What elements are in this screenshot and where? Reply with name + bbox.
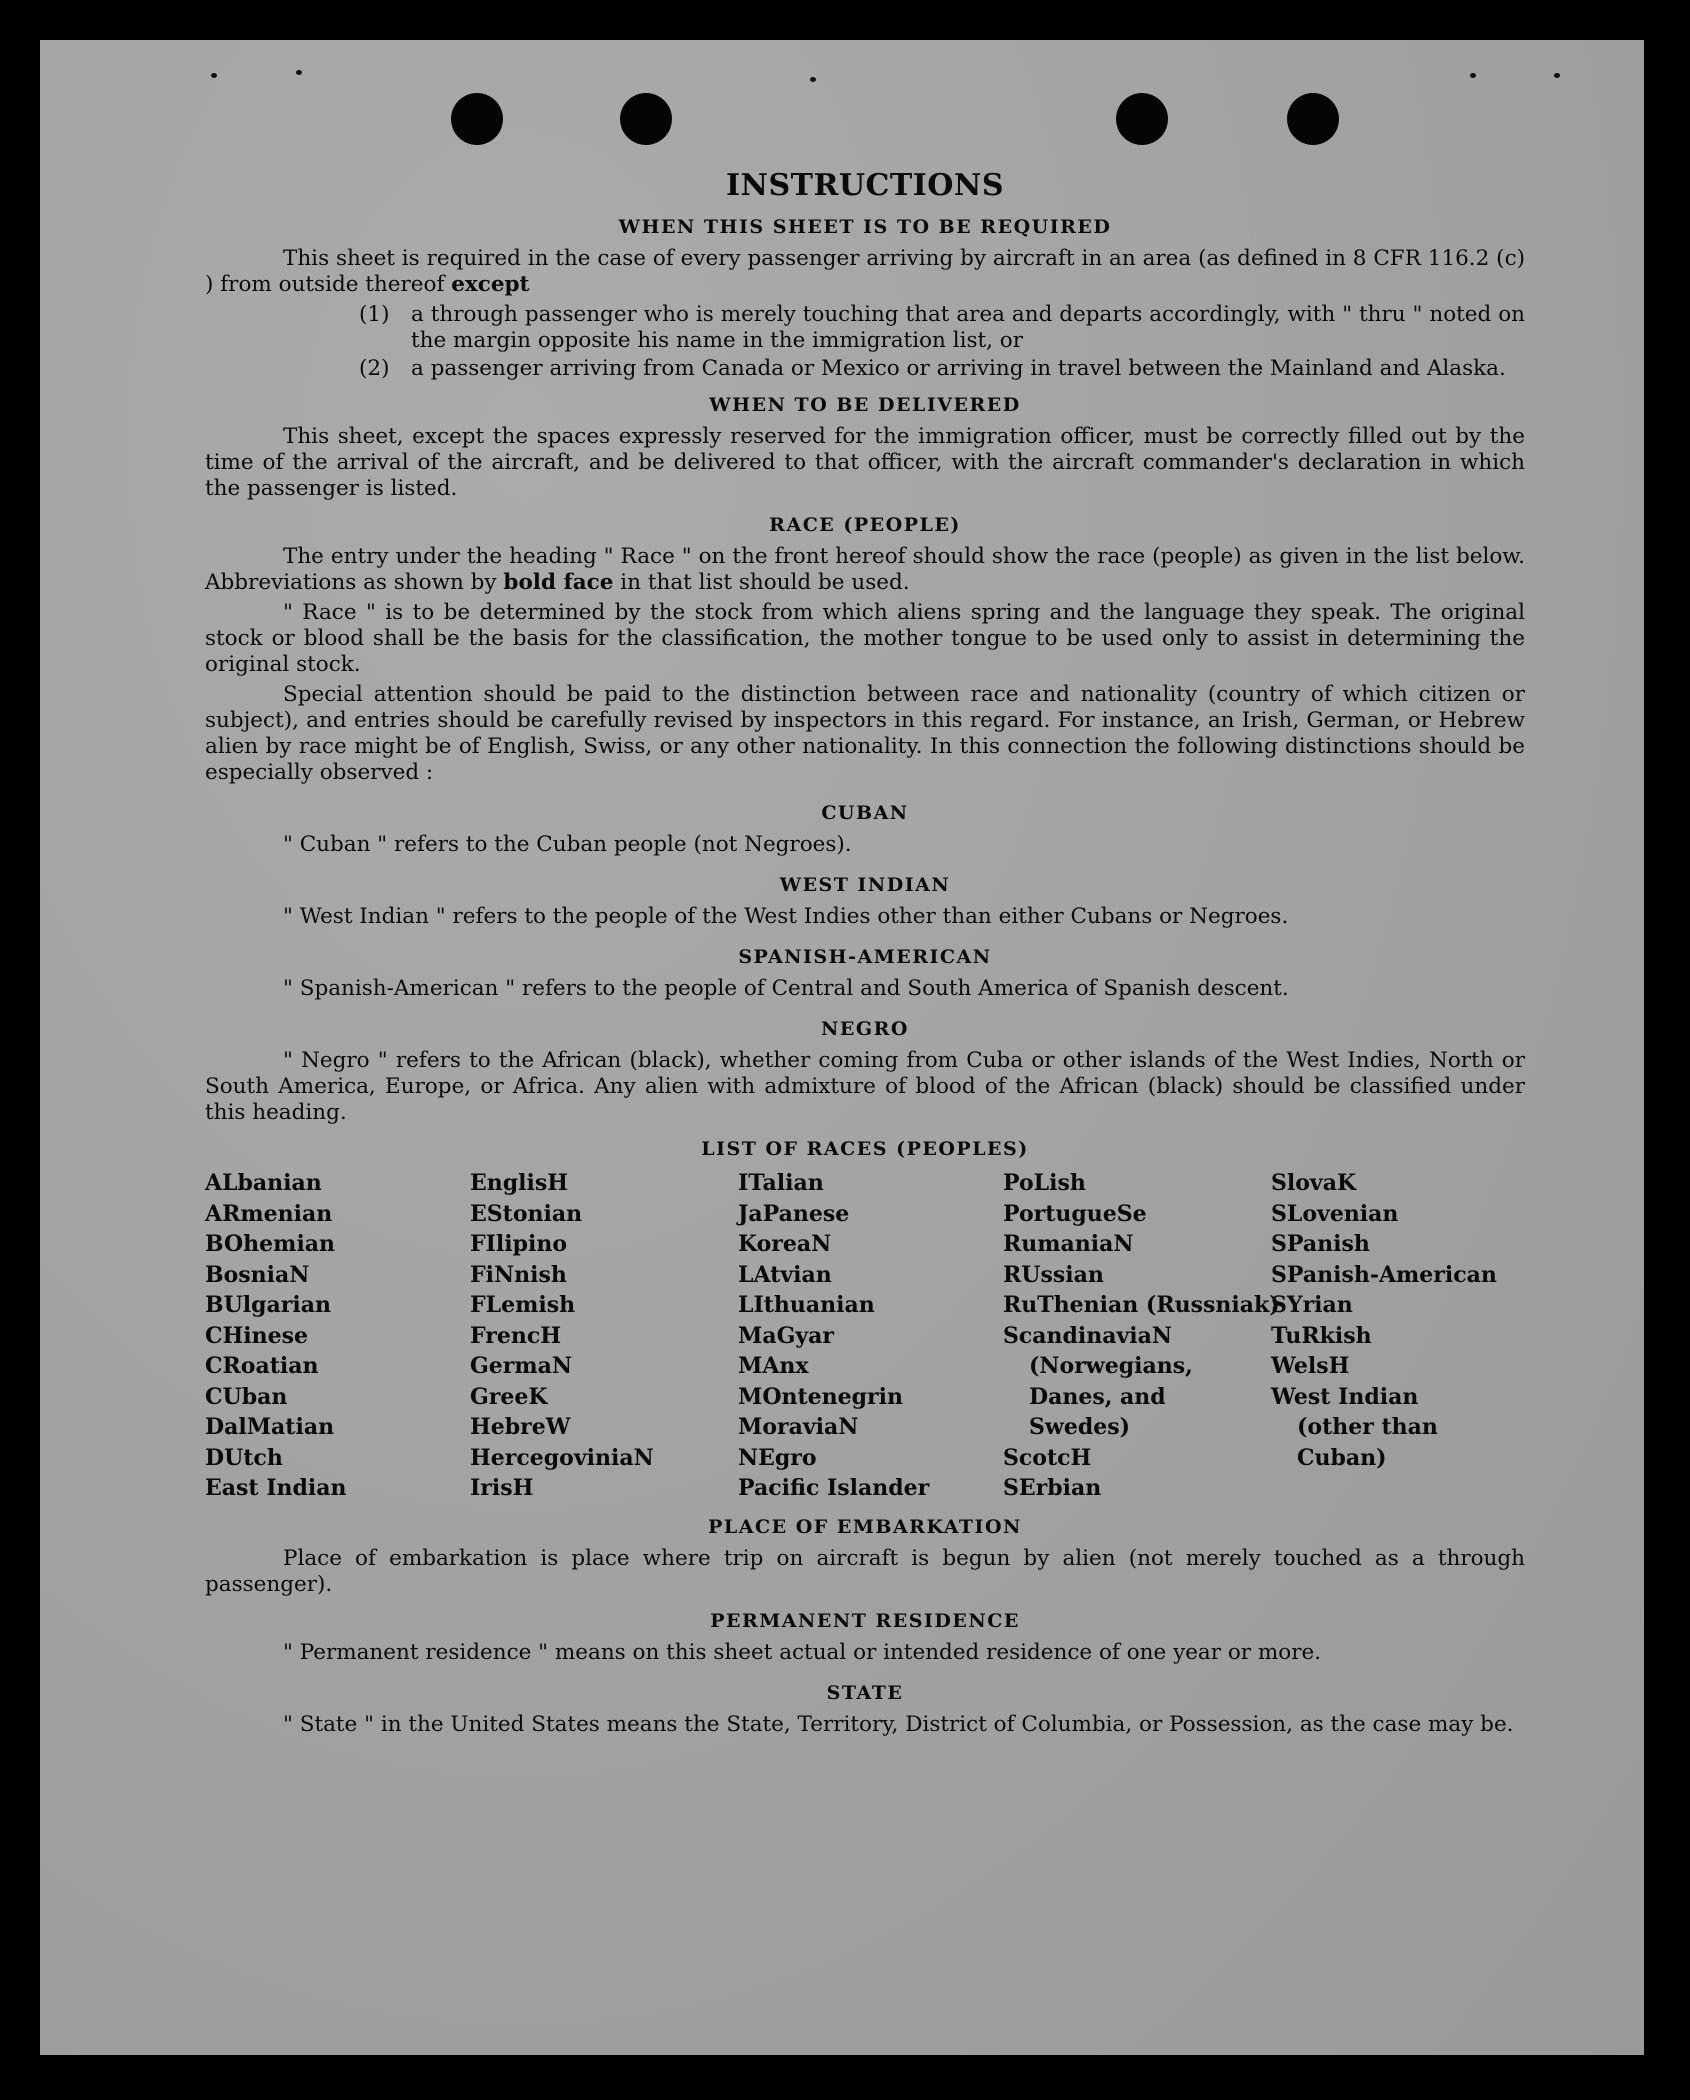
section-heading: CUBAN: [821, 802, 909, 824]
race-item: BosniaN: [205, 1261, 310, 1288]
race-item: EStonian: [470, 1200, 583, 1227]
speck: [211, 73, 217, 78]
speck: [1470, 73, 1476, 78]
race-item: ITalian: [738, 1170, 824, 1196]
race-item: MOntenegrin: [738, 1383, 903, 1410]
section-heading: PLACE OF EMBARKATION: [708, 1515, 1022, 1538]
section-heading: WEST INDIAN: [779, 874, 951, 896]
race-item: MaGyar: [738, 1322, 835, 1349]
race-item: IrisH: [470, 1475, 534, 1501]
race-item: FrencH: [470, 1322, 561, 1349]
section-heading: WHEN TO BE DELIVERED: [709, 394, 1021, 416]
race-item: RUssian: [1003, 1261, 1104, 1288]
race-item: SErbian: [1003, 1475, 1102, 1501]
race-item: HercegoviniaN: [470, 1444, 654, 1471]
races-column: [470, 1168, 738, 1504]
race-item: TuRkish: [1271, 1322, 1372, 1349]
race-item: BOhemian: [205, 1231, 336, 1257]
speck: [1554, 73, 1560, 78]
paragraph: " West Indian " refers to the people of the West Indies other than either Cubans or Negroes.: [283, 904, 1289, 929]
paragraph: This sheet, except the spaces expressly reserved for the immigration officer, must be correctly filled out by the time of the arrival of the aircraft, and be delivered to that officer, with the aircraft commander's declaration in which the passenger is listed.: [205, 424, 1525, 501]
race-item: West Indian (other than Cuban): [1271, 1383, 1438, 1471]
section-heading: PERMANENT RESIDENCE: [710, 1609, 1020, 1632]
race-item: GermaN: [470, 1353, 573, 1379]
race-item: PortugueSe: [1003, 1200, 1147, 1227]
punch-hole: [451, 93, 503, 145]
race-item: EnglisH: [470, 1170, 569, 1196]
race-item: FiNnish: [470, 1261, 567, 1288]
race-item: BUlgarian: [205, 1292, 331, 1318]
section-heading: SPANISH-AMERICAN: [738, 946, 992, 968]
race-item: FLemish: [470, 1292, 576, 1318]
race-item: MoraviaN: [738, 1414, 859, 1440]
race-item: SlovaK: [1271, 1170, 1357, 1196]
paragraph: " Permanent residence " means on this sheet actual or intended residence of one year or more.: [283, 1639, 1322, 1665]
section-heading: RACE (PEOPLE): [769, 514, 961, 536]
paragraph: " State " in the United States means the State, Territory, District of Columbia, or Possession, as the case may be.: [283, 1711, 1514, 1737]
paragraph: " Race " is to be determined by the stock from which aliens spring and the language they speak. The original stock or blood shall be the basis for the classification, the mother tongue to be used only to assist in determining the original stock.: [205, 600, 1525, 677]
race-item: KoreaN: [738, 1231, 832, 1257]
race-item: NEgro: [738, 1444, 817, 1471]
punch-hole: [620, 93, 672, 145]
race-item: RumaniaN: [1003, 1231, 1134, 1257]
race-item: SPanish-American: [1271, 1261, 1497, 1288]
instructions-content: [205, 168, 1525, 1742]
race-item: LAtvian: [738, 1261, 832, 1288]
race-item: DalMatian: [205, 1414, 335, 1440]
races-column: [1271, 1168, 1497, 1504]
race-item: DUtch: [205, 1444, 283, 1471]
speck: [296, 70, 302, 75]
race-item: ALbanian: [205, 1170, 322, 1196]
punch-hole: [1287, 93, 1339, 145]
paragraph: Place of embarkation is place where trip on aircraft is begun by alien (not merely touched as a through passenger).: [205, 1545, 1525, 1597]
race-item: PoLish: [1003, 1170, 1086, 1196]
list-item: (1) a through passenger who is merely touching that area and departs accordingly, with " thru " noted on the margin opposite his name in the immigration list, or: [359, 302, 1525, 353]
paragraph: This sheet is required in the case of every passenger arriving by aircraft in an area (as defined in 8 CFR 116.2 (c) ) from outside thereof except: [205, 246, 1525, 297]
race-item: SPanish: [1271, 1231, 1370, 1257]
punch-hole: [1116, 93, 1168, 145]
races-column: [738, 1168, 1003, 1504]
paragraph: " Cuban " refers to the Cuban people (not Negroes).: [283, 832, 852, 857]
page-title: INSTRUCTIONS: [726, 168, 1004, 203]
race-item: ARmenian: [205, 1200, 333, 1227]
race-item: CHinese: [205, 1322, 309, 1349]
race-item: WelsH: [1271, 1353, 1350, 1379]
race-item: MAnx: [738, 1353, 809, 1379]
race-item: ScotcH: [1003, 1444, 1092, 1471]
race-item: RuThenian (Russniak): [1003, 1292, 1280, 1318]
race-item: HebreW: [470, 1414, 571, 1440]
list-item: (2) a passenger arriving from Canada or Mexico or arriving in travel between the Mainland and Alaska.: [359, 356, 1506, 381]
paragraph: The entry under the heading " Race " on the front hereof should show the race (people) as given in the list below. Abbreviations as shown by bold face in that list should be used.: [205, 544, 1525, 595]
document-page: [40, 40, 1644, 2055]
paragraph: Special attention should be paid to the distinction between race and nationality (country of which citizen or subject), and entries should be carefully revised by inspectors in this regard. For instance, an Irish, German, or Hebrew alien by race might be of English, Swiss, or any other nationality. In this connection the following distinctions should be especially observed :: [205, 682, 1525, 785]
race-item: LIthuanian: [738, 1292, 875, 1318]
races-column: [205, 1168, 470, 1504]
paragraph: " Negro " refers to the African (black), whether coming from Cuba or other islands of the West Indies, North or South America, Europe, or Africa. Any alien with admixture of blood of the African (black) should be classified under this heading.: [205, 1048, 1525, 1125]
race-item: CRoatian: [205, 1353, 319, 1379]
race-item: JaPanese: [738, 1200, 850, 1227]
race-item: CUban: [205, 1383, 288, 1410]
race-item: SLovenian: [1271, 1200, 1399, 1227]
race-item: ScandinaviaN (Norwegians, Danes, and Swedes): [1003, 1322, 1193, 1440]
race-item: Pacific Islander: [738, 1475, 930, 1501]
section-heading: LIST OF RACES (PEOPLES): [701, 1138, 1029, 1160]
paragraph: " Spanish-American " refers to the people of Central and South America of Spanish descent.: [283, 976, 1289, 1001]
section-heading: WHEN THIS SHEET IS TO BE REQUIRED: [618, 216, 1112, 238]
race-item: SYrian: [1271, 1292, 1353, 1318]
section-heading: STATE: [826, 1681, 904, 1704]
races-list: [205, 1168, 1525, 1504]
race-item: GreeK: [470, 1383, 548, 1410]
race-item: FIlipino: [470, 1231, 568, 1257]
section-heading: NEGRO: [821, 1018, 909, 1040]
speck: [810, 77, 816, 82]
races-column: [1003, 1168, 1280, 1504]
race-item: East Indian: [205, 1475, 347, 1501]
